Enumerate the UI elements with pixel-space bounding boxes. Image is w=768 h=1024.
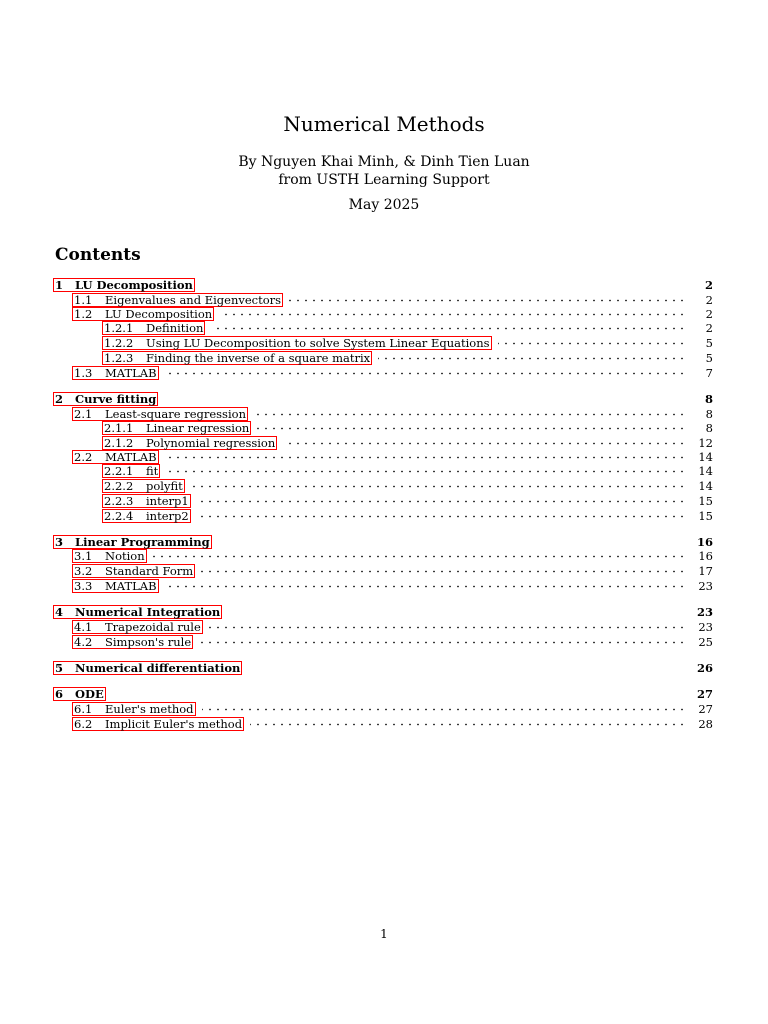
toc-entry-title: Notion xyxy=(105,549,145,563)
toc-entry xyxy=(0,509,768,523)
toc-entry-page: 14 xyxy=(698,450,713,464)
toc-entry-link[interactable] xyxy=(102,421,251,435)
toc-entry-number: 2.2.2 xyxy=(104,479,134,493)
toc-entry-number: 1.2 xyxy=(74,307,93,321)
toc-entry-title: ODE xyxy=(75,687,104,701)
toc-entry-page: 17 xyxy=(698,564,713,578)
toc-entry xyxy=(0,278,768,292)
toc-entry-page: 8 xyxy=(705,421,713,435)
toc-entry-link[interactable] xyxy=(72,366,159,380)
toc-dot-leader xyxy=(257,427,686,430)
toc-entry-number: 2 xyxy=(55,392,64,406)
toc-entry-title: Standard Form xyxy=(105,564,194,578)
toc-dot-leader xyxy=(201,570,686,573)
toc-entry-title: Polynomial regression xyxy=(146,436,276,450)
toc-entry-page: 2 xyxy=(705,307,713,321)
toc-entry-link[interactable] xyxy=(72,549,147,563)
toc-entry xyxy=(0,307,768,321)
toc-entry-title: Curve fitting xyxy=(75,392,157,406)
toc-entry xyxy=(0,392,768,406)
toc-entry-link[interactable] xyxy=(53,535,212,549)
toc-entry xyxy=(0,564,768,578)
toc-entry-link[interactable] xyxy=(72,307,214,321)
toc-entry-number: 1 xyxy=(55,278,64,292)
toc-entry-page: 2 xyxy=(704,278,713,292)
toc-entry-title: MATLAB xyxy=(105,366,157,380)
toc-entry-link[interactable] xyxy=(102,479,185,493)
author-affiliation: from USTH Learning Support xyxy=(278,172,490,188)
toc-entry-link[interactable] xyxy=(102,509,191,523)
toc-entry xyxy=(0,620,768,634)
contents-heading: Contents xyxy=(55,245,141,265)
toc-entry-link[interactable] xyxy=(72,293,283,307)
toc-entry-title: Definition xyxy=(146,321,204,335)
toc-entry-page: 2 xyxy=(705,293,713,307)
toc-entry-number: 1.3 xyxy=(74,366,93,380)
toc-entry-page: 16 xyxy=(696,535,713,549)
toc-entry-link[interactable] xyxy=(53,605,222,619)
toc-dot-leader xyxy=(165,372,686,375)
toc-entry-number: 1.2.2 xyxy=(104,336,134,350)
toc-entry xyxy=(0,321,768,335)
toc-entry-number: 3.3 xyxy=(74,579,93,593)
toc-entry-page: 27 xyxy=(698,702,713,716)
toc-entry-number: 2.2.1 xyxy=(104,464,134,478)
toc-dot-leader xyxy=(378,357,686,360)
toc-entry-page: 7 xyxy=(705,366,713,380)
toc-entry-link[interactable] xyxy=(72,702,196,716)
toc-entry-number: 6.2 xyxy=(74,717,93,731)
toc-entry-link[interactable] xyxy=(72,579,159,593)
toc-dot-leader xyxy=(283,442,686,445)
toc-dot-leader xyxy=(197,500,686,503)
toc-entry-number: 1.2.3 xyxy=(104,351,134,365)
author-block xyxy=(0,153,768,189)
toc-entry xyxy=(0,687,768,701)
toc-dot-leader xyxy=(209,626,686,629)
toc-entry-title: Finding the inverse of a square matrix xyxy=(146,351,371,365)
toc-dot-leader xyxy=(199,641,686,644)
toc-dot-leader xyxy=(498,342,686,345)
toc-entry-title: polyfit xyxy=(146,479,183,493)
toc-dot-leader xyxy=(289,299,686,302)
toc-entry-link[interactable] xyxy=(102,336,492,350)
toc-entry-number: 2.1 xyxy=(74,407,93,421)
toc-entry-number: 3 xyxy=(55,535,64,549)
document-title: Numerical Methods xyxy=(283,112,485,136)
toc-entry-number: 4 xyxy=(55,605,64,619)
toc-entry-number: 4.2 xyxy=(74,635,93,649)
toc-entry-title: fit xyxy=(146,464,159,478)
toc-entry-page: 16 xyxy=(698,549,713,563)
toc-entry-number: 2.2 xyxy=(74,450,93,464)
toc-entry-title: interp2 xyxy=(146,509,189,523)
toc-entry-page: 2 xyxy=(705,321,713,335)
toc-entry-link[interactable] xyxy=(53,278,195,292)
toc-entry-page: 28 xyxy=(698,717,713,731)
toc-entry-link[interactable] xyxy=(53,392,158,406)
author-names: By Nguyen Khai Minh, & Dinh Tien Luan xyxy=(238,154,530,170)
toc-dot-leader xyxy=(197,515,686,518)
toc-entry-page: 12 xyxy=(698,436,713,450)
toc-entry xyxy=(0,366,768,380)
toc-entry-link[interactable] xyxy=(53,687,106,701)
toc-entry-number: 2.1.2 xyxy=(104,436,134,450)
toc-entry xyxy=(0,450,768,464)
toc-entry-number: 3.2 xyxy=(74,564,93,578)
toc-entry-title: Numerical differentiation xyxy=(75,661,241,675)
toc-entry xyxy=(0,293,768,307)
toc-dot-leader xyxy=(220,313,686,316)
toc-entry-page: 26 xyxy=(696,661,713,675)
toc-entry-number: 3.1 xyxy=(74,549,93,563)
toc-entry-link[interactable] xyxy=(102,494,191,508)
toc-entry-link[interactable] xyxy=(72,620,203,634)
toc-entry-page: 23 xyxy=(696,605,713,619)
toc-entry xyxy=(0,464,768,478)
document-date: May 2025 xyxy=(348,197,420,213)
toc-entry-title: Numerical Integration xyxy=(75,605,221,619)
toc-entry-number: 6 xyxy=(55,687,64,701)
toc-entry-page: 14 xyxy=(698,479,713,493)
toc-dot-leader xyxy=(191,485,686,488)
toc-dot-leader xyxy=(165,456,686,459)
toc-entry-number: 5 xyxy=(55,661,64,675)
toc-entry-number: 2.1.1 xyxy=(104,421,134,435)
toc-entry-title: LU Decomposition xyxy=(105,307,213,321)
toc-entry-title: MATLAB xyxy=(105,579,157,593)
toc-entry-link[interactable] xyxy=(72,635,193,649)
toc-entry-number: 2.2.3 xyxy=(104,494,134,508)
toc-dot-leader xyxy=(165,585,686,588)
toc-entry xyxy=(0,336,768,350)
toc-entry xyxy=(0,702,768,716)
toc-entry-link[interactable] xyxy=(53,661,242,675)
toc-entry-page: 5 xyxy=(705,351,713,365)
toc-entry xyxy=(0,661,768,675)
toc-entry-page: 23 xyxy=(698,579,713,593)
toc-entry-title: Simpson's rule xyxy=(105,635,192,649)
toc-entry-title: Least-square regression xyxy=(105,407,246,421)
toc-entry-number: 1.1 xyxy=(74,293,93,307)
toc-entry-number: 1.2.1 xyxy=(104,321,134,335)
toc-entry-page: 27 xyxy=(696,687,713,701)
toc-dot-leader xyxy=(254,413,686,416)
toc-entry-number: 6.1 xyxy=(74,702,93,716)
toc-entry-page: 23 xyxy=(698,620,713,634)
toc-entry-title: Trapezoidal rule xyxy=(105,620,201,634)
toc-entry-link[interactable] xyxy=(72,407,248,421)
toc-entry xyxy=(0,605,768,619)
toc-entry-title: Eigenvalues and Eigenvectors xyxy=(105,293,282,307)
toc-entry-number: 2.2.4 xyxy=(104,509,134,523)
toc-entry-title: interp1 xyxy=(146,494,189,508)
toc-entry-link[interactable] xyxy=(102,436,277,450)
toc-entry-title: Using LU Decomposition to solve System Linear Equations xyxy=(146,336,490,350)
toc-entry-title: Linear regression xyxy=(146,421,250,435)
toc-dot-leader xyxy=(166,470,686,473)
toc-entry-link[interactable] xyxy=(72,564,195,578)
toc-entry xyxy=(0,436,768,450)
toc-entry-title: Euler's method xyxy=(105,702,194,716)
toc-entry-page: 15 xyxy=(698,509,713,523)
toc-entry-page: 15 xyxy=(698,494,713,508)
toc-entry xyxy=(0,407,768,421)
toc-entry-page: 8 xyxy=(704,392,713,406)
toc-entry-page: 8 xyxy=(705,407,713,421)
toc-entry-link[interactable] xyxy=(72,450,159,464)
toc-entry-page: 5 xyxy=(705,336,713,350)
toc-entry xyxy=(0,535,768,549)
toc-entry-link[interactable] xyxy=(102,321,205,335)
toc-dot-leader xyxy=(250,723,686,726)
toc-entry xyxy=(0,579,768,593)
toc-entry xyxy=(0,351,768,365)
toc-entry xyxy=(0,635,768,649)
page-number: 1 xyxy=(380,927,388,941)
toc-dot-leader xyxy=(211,327,686,330)
toc-dot-leader xyxy=(202,708,686,711)
toc-entry xyxy=(0,717,768,731)
toc-entry xyxy=(0,479,768,493)
toc-entry-number: 4.1 xyxy=(74,620,93,634)
toc-entry-title: MATLAB xyxy=(105,450,157,464)
toc-entry-title: LU Decomposition xyxy=(75,278,193,292)
toc-entry-link[interactable] xyxy=(102,351,372,365)
toc-entry xyxy=(0,421,768,435)
toc-dot-leader xyxy=(153,555,686,558)
toc-entry xyxy=(0,549,768,563)
toc-entry-link[interactable] xyxy=(102,464,160,478)
toc-entry-page: 14 xyxy=(698,464,713,478)
toc-entry xyxy=(0,494,768,508)
toc-entry-link[interactable] xyxy=(72,717,244,731)
toc-entry-title: Linear Programming xyxy=(75,535,210,549)
toc-entry-page: 25 xyxy=(698,635,713,649)
toc-entry-title: Implicit Euler's method xyxy=(105,717,243,731)
